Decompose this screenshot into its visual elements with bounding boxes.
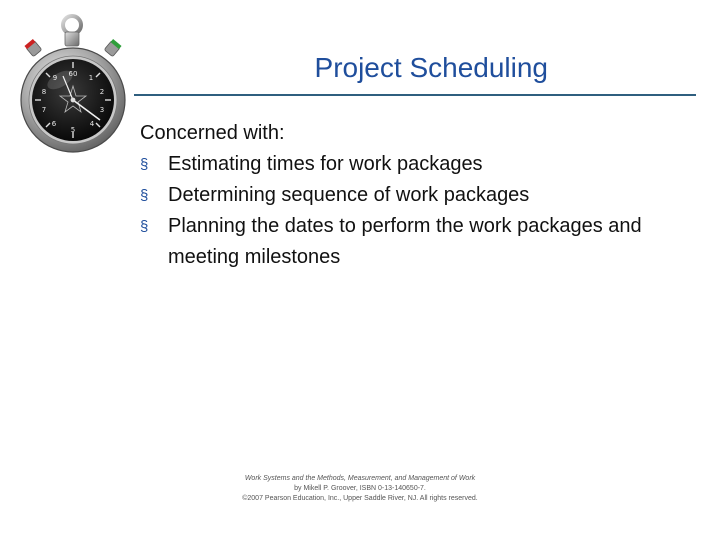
footer-copyright: ©2007 Pearson Education, Inc., Upper Saddle River, NJ. All rights reserved. <box>242 495 478 502</box>
copyright-footer <box>200 474 520 504</box>
bullet-text: Planning the dates to perform the work packages and meeting milestones <box>168 215 642 268</box>
intro-text: Concerned with: <box>140 122 285 144</box>
bullet-marker-icon: § <box>140 187 149 204</box>
bullet-list <box>140 149 710 273</box>
bullet-item <box>140 149 710 180</box>
title-divider <box>134 94 696 96</box>
svg-text:1: 1 <box>88 74 94 82</box>
bullet-text: Estimating times for work packages <box>168 153 483 175</box>
slide-title: Project Scheduling <box>314 52 548 83</box>
svg-text:60: 60 <box>68 70 78 78</box>
footer-book-title: Work Systems and the Methods, Measurement, and Management of Work <box>244 475 476 482</box>
svg-text:8: 8 <box>41 88 47 96</box>
svg-text:5: 5 <box>70 126 76 134</box>
svg-text:7: 7 <box>41 106 47 114</box>
svg-text:9: 9 <box>52 74 58 82</box>
footer-author: by Mikell P. Groover, ISBN 0-13-140650-7. <box>294 485 426 492</box>
bullet-marker-icon: § <box>140 218 149 235</box>
bullet-item <box>140 211 710 273</box>
stopwatch-icon <box>18 14 136 156</box>
svg-text:6: 6 <box>51 120 57 128</box>
svg-text:3: 3 <box>99 106 105 114</box>
slide-body <box>140 118 710 273</box>
bullet-marker-icon: § <box>140 156 149 173</box>
bullet-text: Determining sequence of work packages <box>168 184 530 206</box>
bullet-item <box>140 180 710 211</box>
svg-text:2: 2 <box>99 88 105 96</box>
svg-text:4: 4 <box>89 120 95 128</box>
